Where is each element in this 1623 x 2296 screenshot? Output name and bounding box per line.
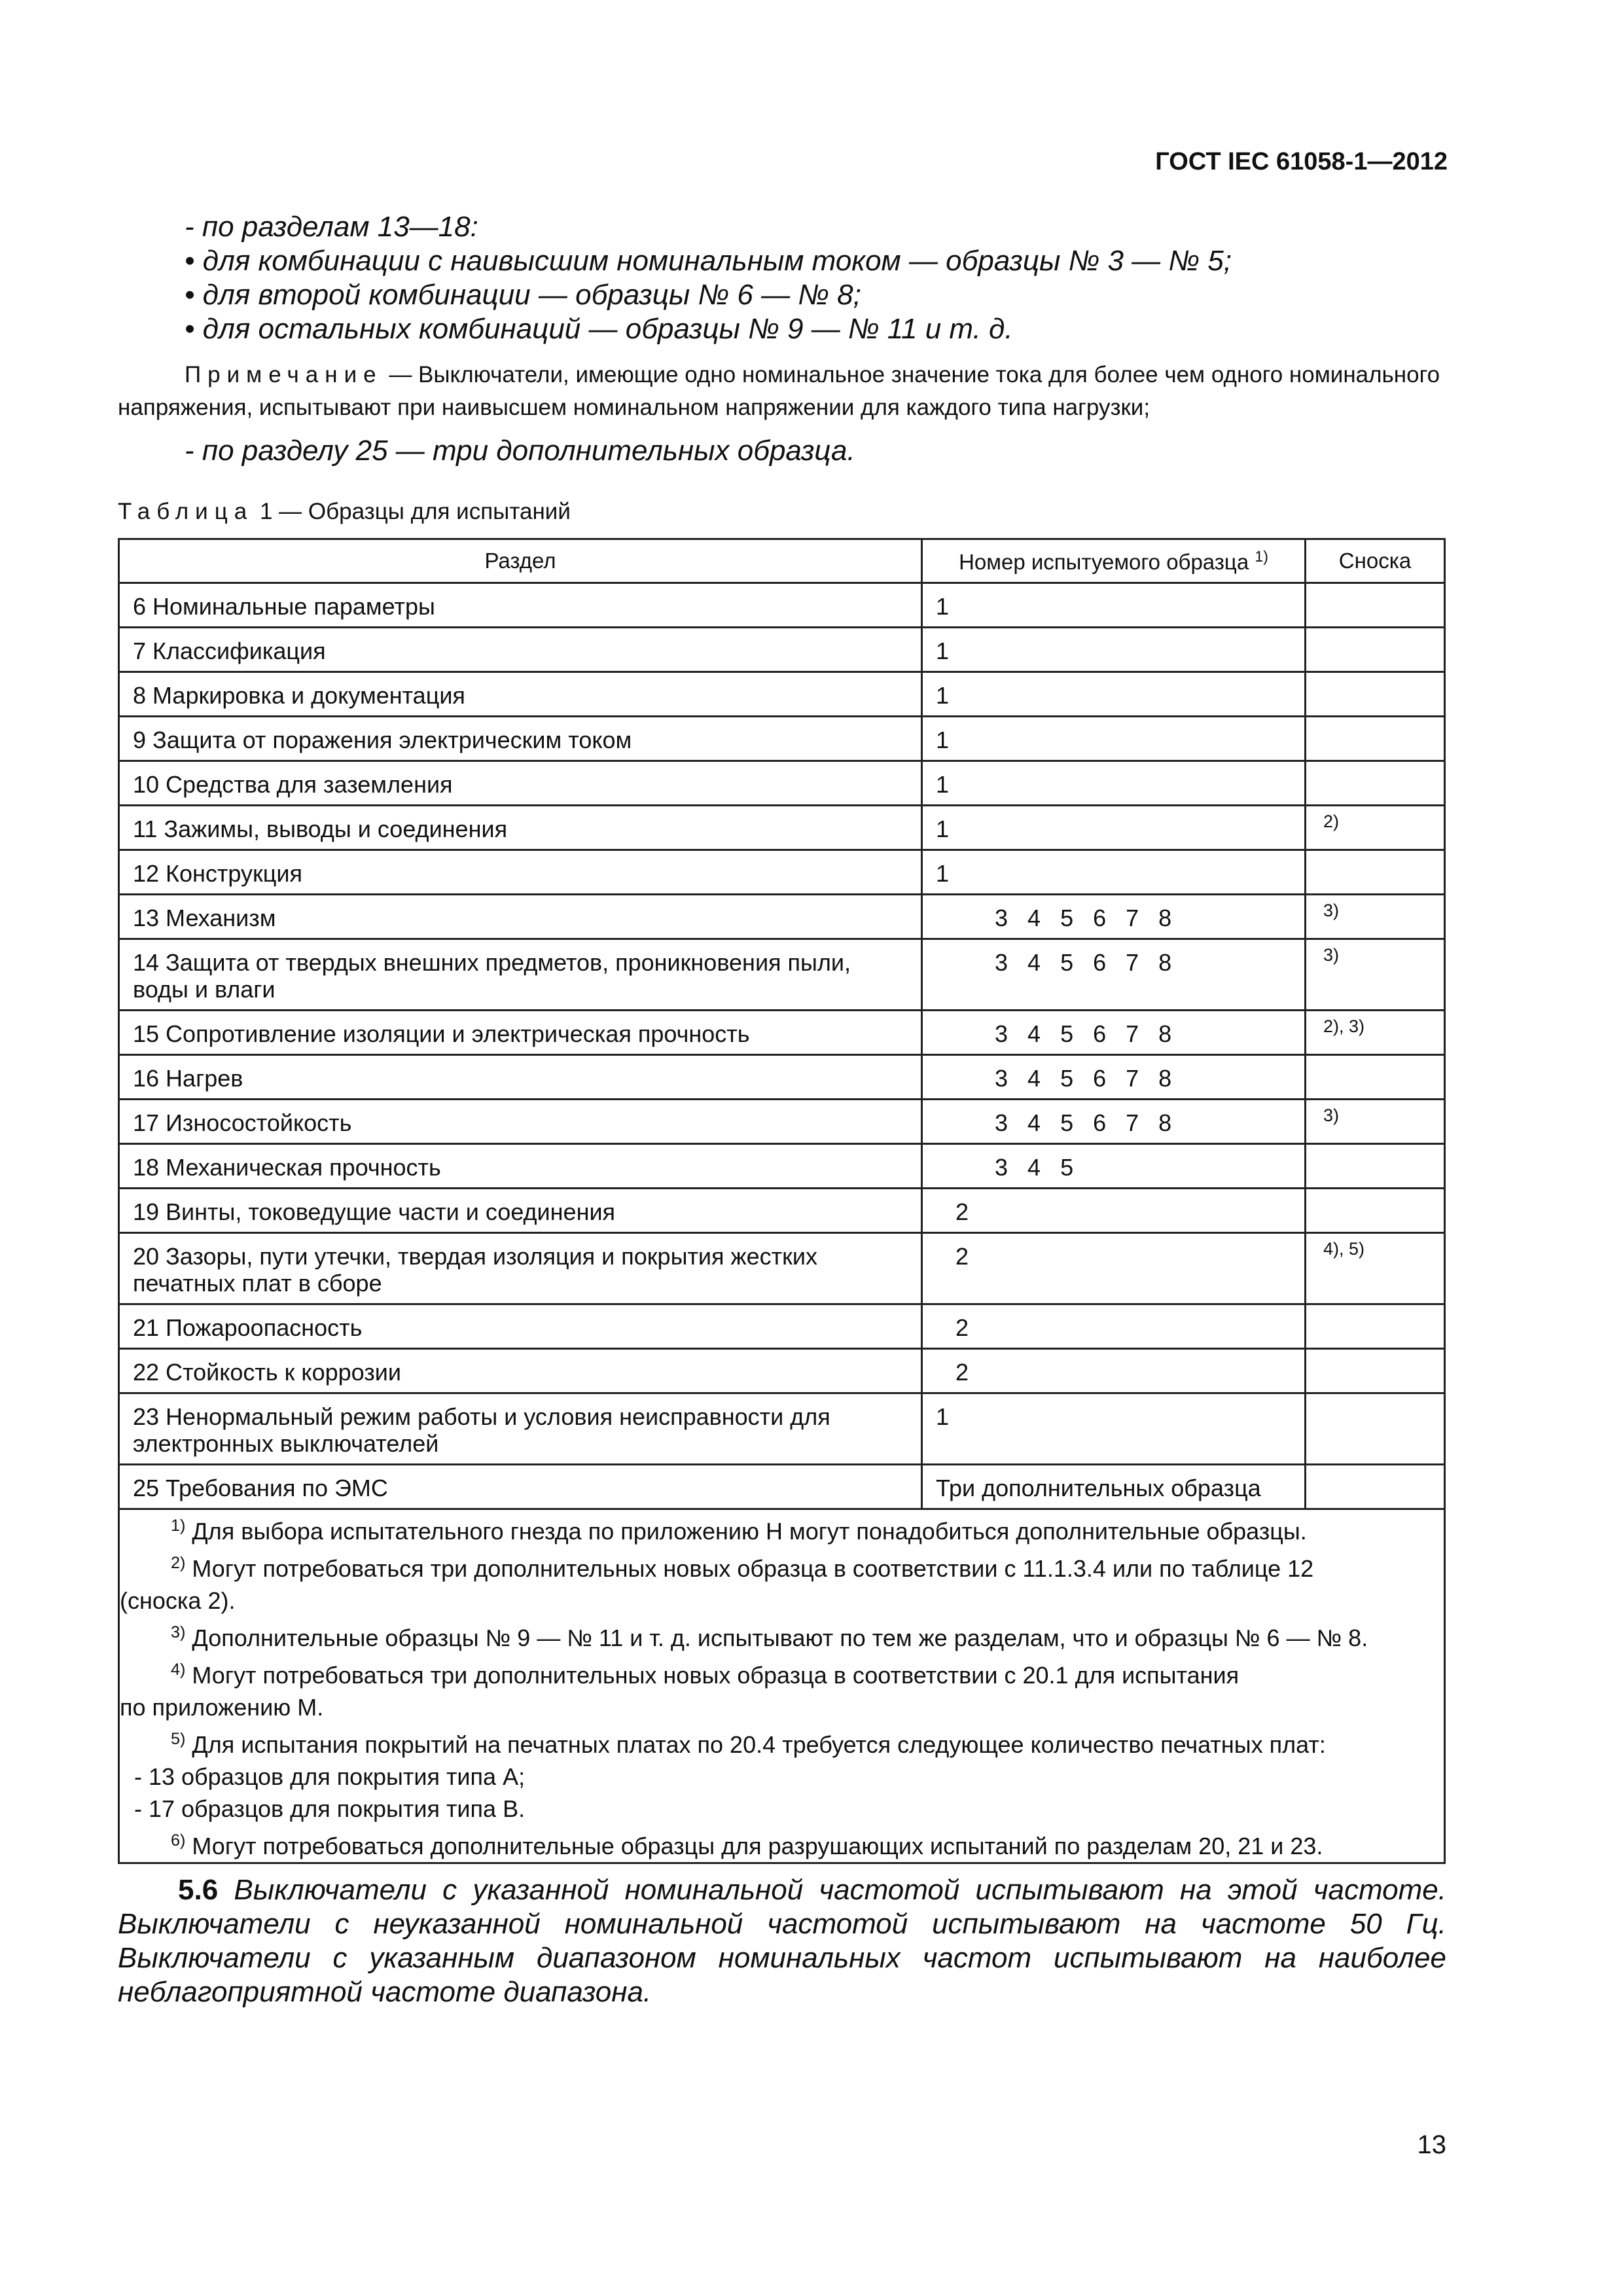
- footnote-1: $^{1)}$ Для выбора испытательного гнезда по приложению Н могут понадобиться дополнительные образцы.: [171, 1516, 1307, 1545]
- table-row: [119, 939, 1445, 1011]
- row-section-cell: 10 Средства для заземления: [119, 761, 922, 806]
- note-paragraph: [118, 359, 1446, 424]
- row-section-cell: 9 Защита от поражения электрическим током: [119, 717, 922, 761]
- row-section-cell: 12 Конструкция: [119, 850, 922, 895]
- column-header-sample-sup: 1): [1255, 547, 1268, 565]
- row-footnote-cell: [1306, 583, 1445, 628]
- row-footnote-cell: [1306, 1393, 1445, 1465]
- row-samples-cell: 2: [922, 1189, 1306, 1233]
- table-row: [119, 761, 1445, 806]
- row-footnote-cell: [1306, 717, 1445, 761]
- table-row: [119, 1011, 1445, 1055]
- footnote-4-continuation: по приложению М.: [120, 1694, 324, 1721]
- samples-table: [118, 538, 1446, 1864]
- row-section-cell: 8 Маркировка и документация: [119, 672, 922, 717]
- footnote-4: $^{4)}$ Могут потребоваться три дополнительных новых образца в соответствии с 20.1 для испытания: [171, 1660, 1240, 1689]
- row-footnote-cell: 2), 3): [1306, 1011, 1445, 1055]
- table-row: [119, 850, 1445, 895]
- row-section-cell: 17 Износостойкость: [119, 1100, 922, 1144]
- footnote-2-continuation: (сноска 2).: [120, 1587, 236, 1614]
- footnote-5: $^{5)}$ Для испытания покрытий на печатных платах по 20.4 требуется следующее количество печатных плат:: [171, 1730, 1326, 1758]
- table-row: [119, 1055, 1445, 1100]
- row-footnote-cell: [1306, 850, 1445, 895]
- table-row: [119, 1393, 1445, 1465]
- row-section-cell: 6 Номинальные параметры: [119, 583, 922, 628]
- paragraph-5-6-number: 5.6: [178, 1874, 219, 1906]
- table-footnotes-row: [119, 1509, 1445, 1863]
- row-section-cell: 13 Механизм: [119, 895, 922, 939]
- row-section-cell: 15 Сопротивление изоляции и электрическая прочность: [119, 1011, 922, 1055]
- row-samples-cell: 1: [922, 761, 1306, 806]
- table-caption-head: Таблица: [118, 499, 254, 524]
- paragraph-5-6: [118, 1873, 1446, 2009]
- row-section-cell: 16 Нагрев: [119, 1055, 922, 1100]
- table-row: [119, 628, 1445, 672]
- row-footnote-cell: [1306, 1144, 1445, 1189]
- row-samples-cell: 3 4 5 6 7 8: [922, 1055, 1306, 1100]
- row-footnote-cell: [1306, 1465, 1445, 1509]
- table-row: [119, 1189, 1445, 1233]
- row-samples-cell: 1: [922, 850, 1306, 895]
- table-row: [119, 1465, 1445, 1509]
- row-samples-cell: 2: [922, 1349, 1306, 1393]
- row-section-cell: 7 Классификация: [119, 628, 922, 672]
- row-samples-cell: 2: [922, 1304, 1306, 1349]
- row-samples-cell: Три дополнительных образца: [922, 1465, 1306, 1509]
- table-row: [119, 1304, 1445, 1349]
- row-footnote-cell: 4), 5): [1306, 1233, 1445, 1304]
- row-footnote-cell: [1306, 628, 1445, 672]
- table-row: [119, 717, 1445, 761]
- intro-bullet-3: • для остальных комбинаций — образцы № 9 — № 11 и т. д.: [185, 313, 1013, 345]
- row-section-cell: 21 Пожароопасность: [119, 1304, 922, 1349]
- table-header-row: [119, 539, 1445, 583]
- row-samples-cell: 3 4 5 6 7 8: [922, 895, 1306, 939]
- row-samples-cell: 1: [922, 806, 1306, 850]
- table-row: [119, 1233, 1445, 1304]
- row-section-cell: 19 Винты, токоведущие части и соединения: [119, 1189, 922, 1233]
- footnote-2: $^{2)}$ Могут потребоваться три дополнительных новых образца в соответствии с 11.1.3.4 или по таблице 12: [171, 1554, 1314, 1582]
- row-footnote-cell: [1306, 1304, 1445, 1349]
- row-samples-cell: 3 4 5: [922, 1144, 1306, 1189]
- row-footnote-cell: 3): [1306, 895, 1445, 939]
- column-header-sample-label: Номер испытуемого образца: [959, 549, 1249, 574]
- row-footnote-cell: [1306, 1349, 1445, 1393]
- footnote-5-item-a: - 13 образцов для покрытия типа А;: [134, 1763, 526, 1790]
- row-section-cell: 22 Стойкость к коррозии: [119, 1349, 922, 1393]
- table-row: [119, 806, 1445, 850]
- table-caption-title: 1 — Образцы для испытаний: [253, 499, 571, 524]
- row-footnote-cell: [1306, 761, 1445, 806]
- row-footnote-cell: 3): [1306, 939, 1445, 1011]
- row-samples-cell: 1: [922, 628, 1306, 672]
- table-body: [119, 583, 1445, 1509]
- table-row: [119, 583, 1445, 628]
- row-footnote-cell: [1306, 1055, 1445, 1100]
- row-samples-cell: 1: [922, 1393, 1306, 1465]
- row-section-cell: 20 Зазоры, пути утечки, твердая изоляция и покрытия жестких печатных плат в сборе: [119, 1233, 922, 1304]
- row-footnote-cell: [1306, 672, 1445, 717]
- column-header-note: Сноска: [1306, 539, 1445, 583]
- footnote-6: $^{6)}$ Могут потребоваться дополнительные образцы для разрушающих испытаний по разделам 20, 21 и 23.: [171, 1831, 1323, 1859]
- intro-line-section-25: - по разделу 25 — три дополнительных образца.: [185, 435, 855, 467]
- table-row: [119, 1100, 1445, 1144]
- row-samples-cell: 2: [922, 1233, 1306, 1304]
- row-samples-cell: 3 4 5 6 7 8: [922, 1100, 1306, 1144]
- row-section-cell: 14 Защита от твердых внешних предметов, проникновения пыли, воды и влаги: [119, 939, 922, 1011]
- table-row: [119, 672, 1445, 717]
- row-section-cell: 23 Ненормальный режим работы и условия неисправности для электронных выключателей: [119, 1393, 922, 1465]
- document-code: ГОСТ IEC 61058-1—2012: [1155, 148, 1448, 175]
- row-section-cell: 25 Требования по ЭМС: [119, 1465, 922, 1509]
- row-footnote-cell: 3): [1306, 1100, 1445, 1144]
- row-samples-cell: 1: [922, 583, 1306, 628]
- table-row: [119, 895, 1445, 939]
- footnote-3: $^{3)}$ Дополнительные образцы № 9 — № 11 и т. д. испытывают по тем же разделам, что и образцы № 6 — № 8.: [171, 1623, 1368, 1651]
- row-samples-cell: 3 4 5 6 7 8: [922, 939, 1306, 1011]
- footnote-5-item-b: - 17 образцов для покрытия типа В.: [134, 1795, 526, 1822]
- note-text: — Выключатели, имеющие одно номинальное значение тока для более чем одного номинального напряжения, испытывают при наивысшем номинальном напряжении для каждого типа нагрузки;: [118, 362, 1440, 420]
- page-number: 13: [1417, 2130, 1446, 2159]
- table-footnotes: [119, 1509, 1445, 1863]
- table-row: [119, 1144, 1445, 1189]
- note-heading: Примечание: [185, 362, 383, 387]
- row-samples-cell: 1: [922, 717, 1306, 761]
- column-header-sample: [922, 539, 1306, 583]
- intro-bullet-1: • для комбинации с наивысшим номинальным током — образцы № 3 — № 5;: [185, 245, 1232, 277]
- row-section-cell: 18 Механическая прочность: [119, 1144, 922, 1189]
- row-samples-cell: 1: [922, 672, 1306, 717]
- intro-line-sections: - по разделам 13—18:: [185, 211, 478, 243]
- table-row: [119, 1349, 1445, 1393]
- row-footnote-cell: 2): [1306, 806, 1445, 850]
- intro-bullet-2: • для второй комбинации — образцы № 6 — № 8;: [185, 279, 861, 311]
- row-section-cell: 11 Зажимы, выводы и соединения: [119, 806, 922, 850]
- paragraph-5-6-text: Выключатели с указанной номинальной частотой испытывают на этой частоте. Выключатели с неуказанной номинальной частотой испытывают на частоте 50 Гц. Выключатели с указанным диапазоном номинальных частот испытывают на наиболее неблагоприятной частоте диапазона.: [118, 1874, 1446, 2008]
- table-caption: [118, 499, 571, 525]
- row-footnote-cell: [1306, 1189, 1445, 1233]
- column-header-section: Раздел: [119, 539, 922, 583]
- row-samples-cell: 3 4 5 6 7 8: [922, 1011, 1306, 1055]
